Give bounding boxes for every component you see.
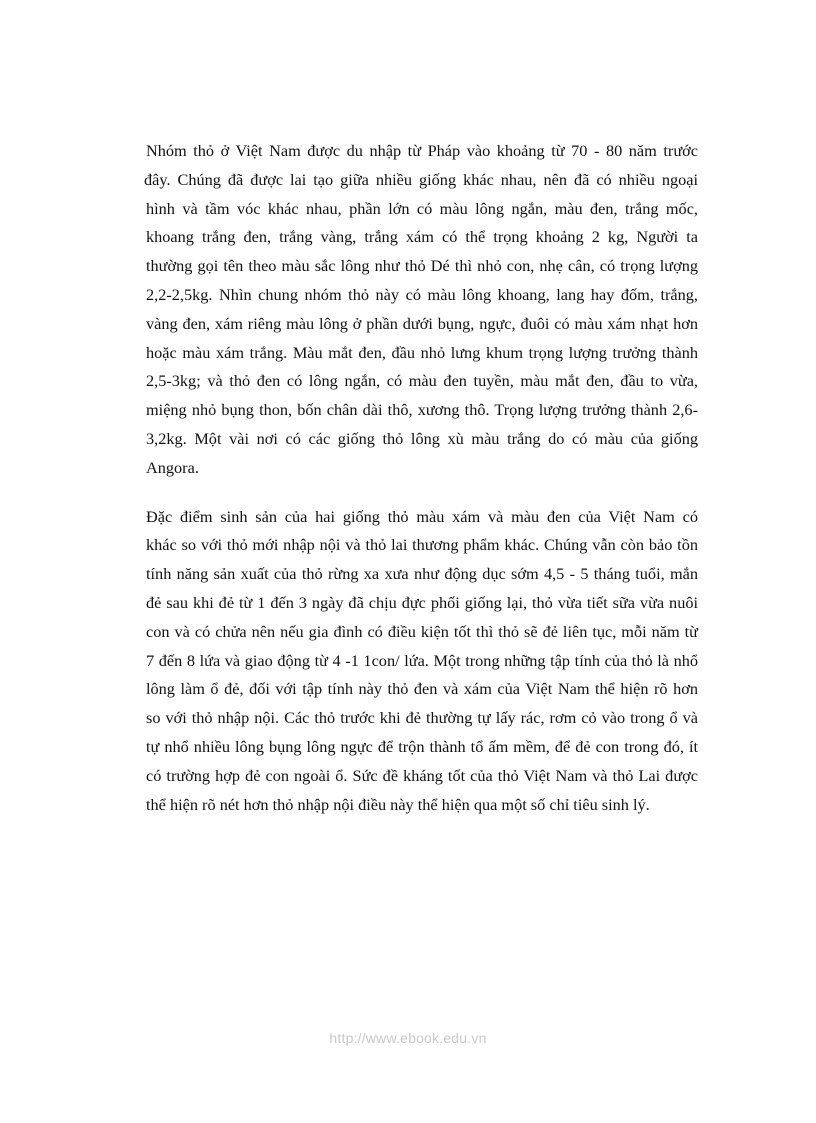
text-line: Nhóm thỏ ở Việt Nam được du nhập từ Pháp vào khoảng từ 70 - 80 năm trước xyxy=(146,141,698,160)
text-line: khác so với thỏ mới nhập nội và thỏ lai thương phẩm khác. Chúng vẫn còn bảo tồn xyxy=(146,535,698,555)
text-line: đẻ sau khi đẻ từ 1 đến 3 ngày đã chịu đực phối giống lại, thỏ vừa tiết sữa vừa nuôi xyxy=(146,592,698,612)
text-line: vàng đen, xám riêng màu lông ở phần dưới bụng, ngực, đuôi có màu xám nhạt hơn xyxy=(146,313,698,333)
text-line: so với thỏ nhập nội. Các thỏ trước khi đẻ thường tự lấy rác, rơm cỏ vào trong ổ và xyxy=(146,708,698,728)
text-line: tự nhổ nhiều lông bụng lông ngực để trộn thành tổ ấm mềm, để đẻ con trong đó, ít xyxy=(146,736,698,756)
text-line: lông làm ổ đẻ, đối với tập tính này thỏ đen và xám của Việt Nam thể hiện rõ hơn xyxy=(146,679,698,699)
document-body xyxy=(146,137,698,819)
text-line: Angora. xyxy=(146,457,199,477)
paragraph-2 xyxy=(146,503,698,820)
text-line: đây. Chúng đã được lai tạo giữa nhiều giống khác nhau, nên đã có nhiều ngoại xyxy=(144,169,698,189)
text-line: có trường hợp đẻ con ngoài ổ. Sức đề kháng tốt của thỏ Việt Nam và thỏ Lai được xyxy=(146,765,698,785)
text-line: thể hiện rõ nét hơn thỏ nhập nội điều này thể hiện qua một số chỉ tiêu sinh lý. xyxy=(146,794,650,814)
text-line: miệng nhỏ bụng thon, bốn chân dài thô, xương thô. Trọng lượng trưởng thành 2,6- xyxy=(146,400,698,420)
text-line: 2,5-3kg; và thỏ đen có lông ngắn, có màu đen tuyền, màu mắt đen, đầu to vừa, xyxy=(146,371,698,391)
text-line: hình và tầm vóc khác nhau, phần lớn có màu lông ngắn, màu đen, trắng mốc, xyxy=(146,198,698,218)
text-line: thường gọi tên theo màu sắc lông như thỏ Dé thì nhỏ con, nhẹ cân, có trọng lượng xyxy=(146,256,698,276)
paragraph-1 xyxy=(146,137,698,483)
text-line: con và có chửa nên nếu gia đình có điều kiện tốt thì thỏ sẽ đẻ liên tục, mỗi năm từ xyxy=(146,621,698,641)
text-line: 2,2-2,5kg. Nhìn chung nhóm thỏ này có màu lông khoang, lang hay đốm, trắng, xyxy=(146,284,698,304)
text-line: khoang trắng đen, trắng vàng, trắng xám có thể trọng khoảng 2 kg, Người ta xyxy=(146,227,698,247)
text-line: Đặc điểm sinh sản của hai giống thỏ màu xám và màu đen của Việt Nam có xyxy=(146,506,698,526)
text-line: hoặc màu xám trắng. Màu mắt đen, đầu nhỏ lưng khum trọng lượng trưởng thành xyxy=(146,342,698,362)
text-line: tính năng sản xuất của thỏ rừng xa xưa như động dục sớm 4,5 - 5 tháng tuổi, mắn xyxy=(146,564,698,584)
text-line: 3,2kg. Một vài nơi có các giống thỏ lông xù màu trắng do có màu của giống xyxy=(146,428,698,448)
footer-url[interactable]: http://www.ebook.edu.vn xyxy=(329,1030,487,1046)
text-line: 7 đến 8 lứa và giao động từ 4 -1 1con/ lứa. Một trong những tập tính của thỏ là nhổ xyxy=(146,650,698,670)
